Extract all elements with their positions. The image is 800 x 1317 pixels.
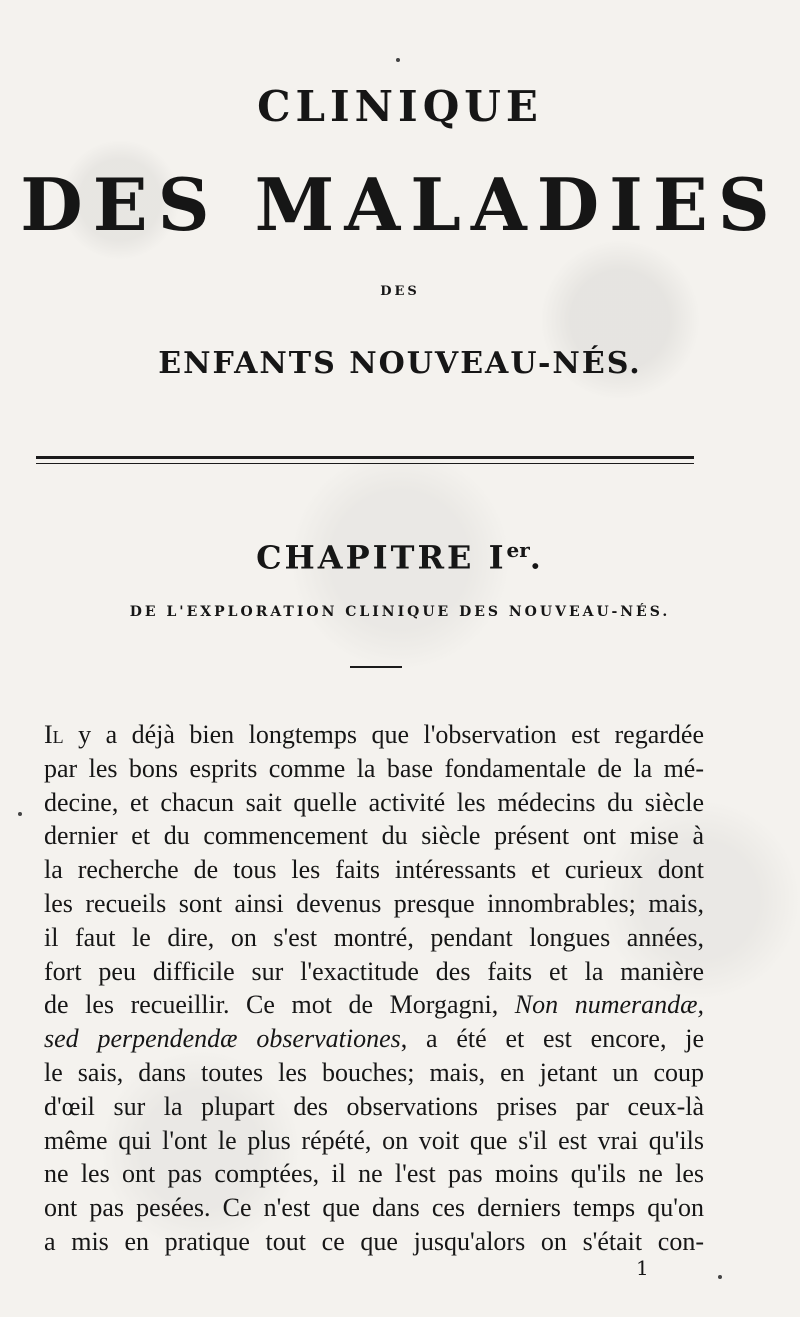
body-line — [44, 1225, 704, 1259]
chapter-heading-text: CHAPITRE I — [256, 538, 507, 577]
body-line — [44, 819, 704, 853]
body-line-text: les recueils sont ainsi devenus presque innombrables; mais, — [44, 888, 704, 918]
italic-quote: sed perpendendæ observationes — [44, 1024, 401, 1054]
short-divider — [350, 666, 402, 668]
chapter-heading-sup: er — [506, 538, 530, 562]
ink-speck — [396, 58, 400, 62]
ink-speck — [718, 1275, 722, 1279]
body-line — [44, 853, 704, 887]
body-line-text: d'œil sur la plupart des observations prises par ceux-là — [44, 1091, 704, 1121]
body-line — [44, 1056, 704, 1090]
body-line-text: , a été et est encore, je — [400, 1024, 704, 1054]
body-line-text: ne les ont pas comptées, il ne l'est pas moins qu'ils ne les — [44, 1159, 704, 1189]
body-line-text: même qui l'ont le plus répété, on voit que s'il est vrai qu'ils — [44, 1125, 704, 1155]
title-line-clinique: CLINIQUE — [257, 82, 543, 131]
chapter-subtitle: DE L'EXPLORATION CLINIQUE DES NOUVEAU-NÉS. — [129, 604, 671, 620]
drop-word: Il — [44, 720, 64, 749]
body-line — [44, 752, 704, 786]
body-line-text: il faut le dire, on s'est montré, pendant longues années, — [44, 922, 704, 952]
body-line — [44, 988, 704, 1022]
body-line-text: a mis en pratique tout ce que jusqu'alors on s'était con- — [44, 1226, 704, 1256]
body-line — [44, 1157, 704, 1191]
body-line — [44, 955, 704, 989]
title-line-des: DES — [380, 284, 420, 299]
ink-speck — [18, 812, 22, 816]
page-number: 1 — [636, 1256, 649, 1280]
double-rule-thick — [36, 456, 694, 459]
body-line-text: ont pas pesées. Ce n'est que dans ces derniers temps qu'on — [44, 1193, 704, 1223]
body-text — [44, 718, 704, 1259]
body-line — [44, 1191, 704, 1225]
body-line — [44, 1022, 704, 1056]
body-line-text: le sais, dans toutes les bouches; mais, en jetant un coup — [44, 1057, 704, 1087]
body-line — [44, 1124, 704, 1158]
body-line-text: decine, et chacun sait quelle activité les médecins du siècle — [44, 787, 704, 817]
body-line-text: de les recueillir. Ce mot de Morgagni, — [44, 990, 515, 1020]
chapter-heading-end: . — [529, 538, 544, 577]
body-line — [44, 786, 704, 820]
body-line — [44, 921, 704, 955]
body-line — [44, 1090, 704, 1124]
chapter-heading — [0, 538, 800, 577]
title-line-enfants: ENFANTS NOUVEAU-NÉS. — [158, 346, 642, 381]
body-line-text: dernier et du commencement du siècle présent ont mise à — [44, 821, 704, 851]
body-line-text: y a déjà bien longtemps que l'observation est regardée — [63, 720, 704, 749]
title-line-des-maladies: DES MALADIES — [20, 162, 780, 247]
italic-quote: Non numerandæ, — [514, 990, 704, 1020]
double-rule-thin — [36, 463, 694, 464]
body-line-text: la recherche de tous les faits intéressants et curieux dont — [44, 855, 704, 885]
body-line — [44, 718, 704, 752]
body-line-text: fort peu difficile sur l'exactitude des faits et la manière — [44, 956, 704, 986]
body-line-text: par les bons esprits comme la base fondamentale de la mé- — [44, 753, 704, 783]
body-line — [44, 887, 704, 921]
